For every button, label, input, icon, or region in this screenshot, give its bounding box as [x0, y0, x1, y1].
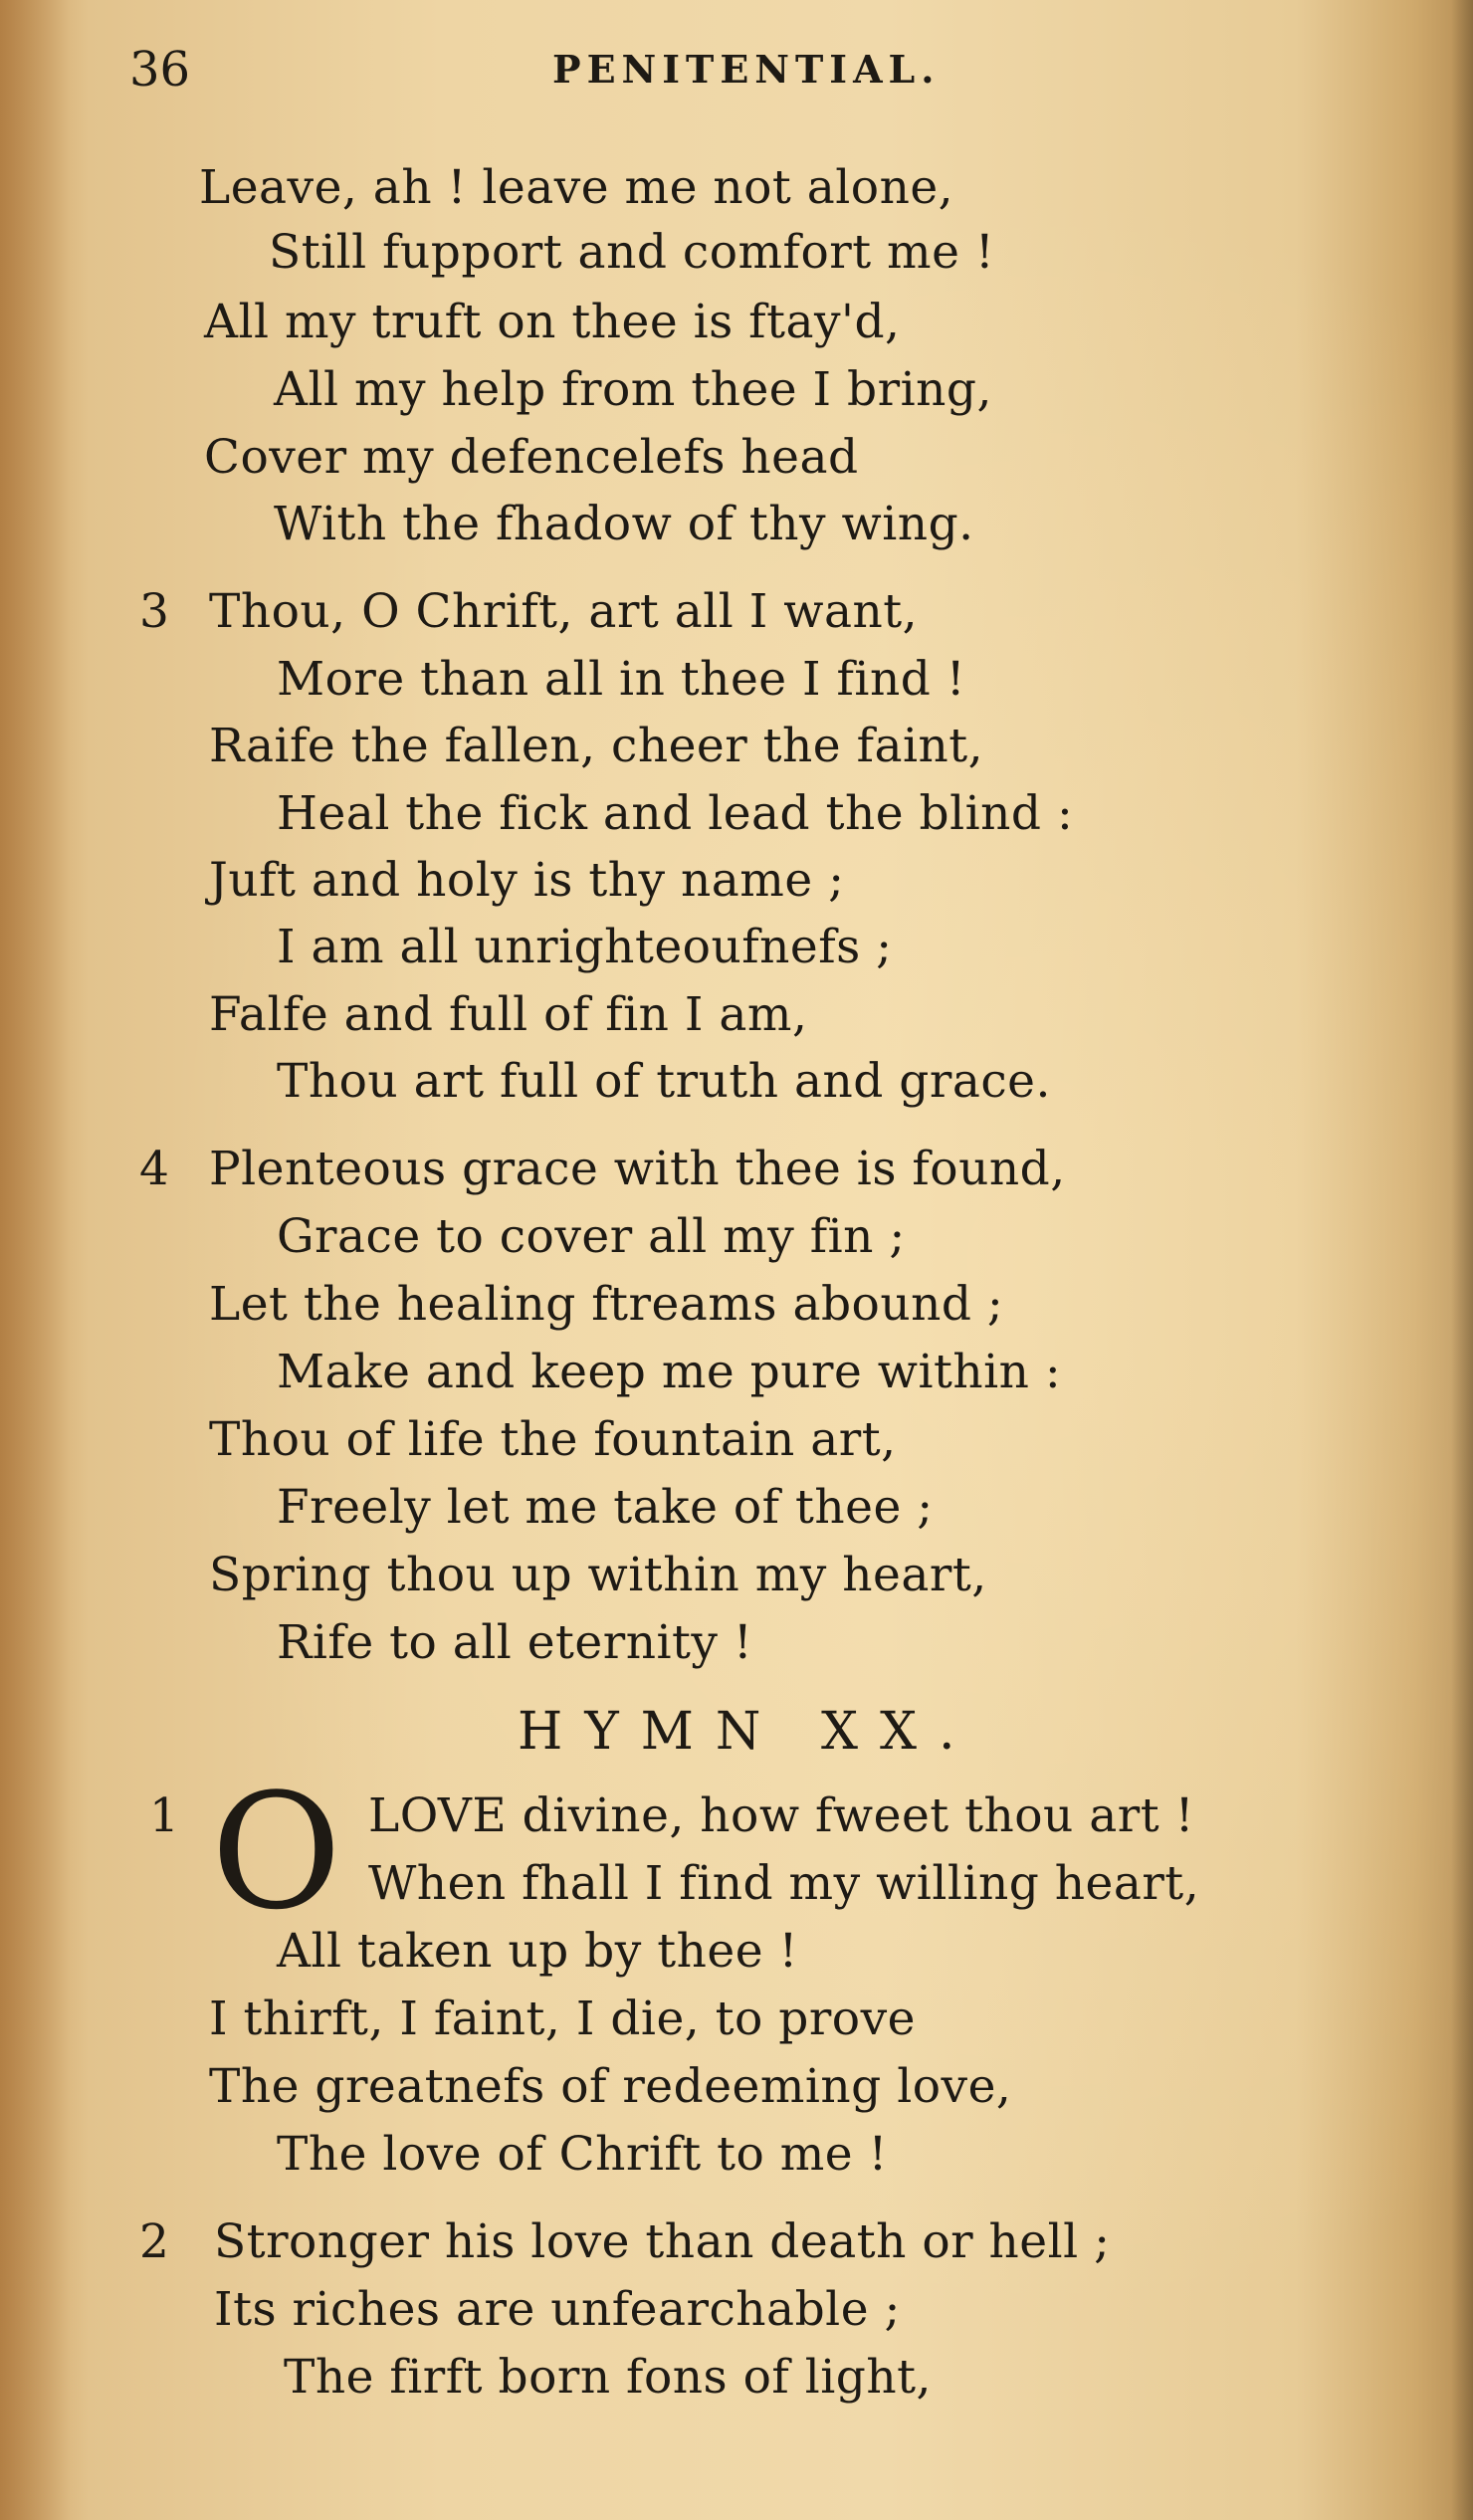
verse-line: Falfe and full of fin I am, [209, 987, 808, 1042]
verse-number: 3 [139, 584, 169, 639]
verse-line: LOVE divine, how fweet thou art ! [368, 1788, 1194, 1843]
page-number: 36 [129, 42, 191, 98]
verse-line: With the fhadow of thy wing. [274, 497, 974, 551]
verse-line: Still fupport and comfort me ! [269, 225, 995, 280]
verse-line: Thou, O Chrift, art all I want, [209, 584, 919, 639]
verse-line: Let the healing ftreams abound ; [209, 1277, 1004, 1332]
verse-line: Juft and holy is thy name ; [209, 853, 845, 908]
verse-line: Grace to cover all my fin ; [277, 1209, 906, 1264]
verse-line: Rife to all eternity ! [277, 1615, 753, 1670]
running-head: PENITENTIAL. [552, 47, 941, 92]
verse-line: Plenteous grace with thee is found, [209, 1142, 1066, 1196]
verse-line: I am all unrighteoufnefs ; [277, 920, 893, 974]
page-edge-stain [0, 0, 70, 2520]
verse-line: Spring thou up within my heart, [209, 1548, 987, 1602]
verse-line: All my help from thee I bring, [274, 362, 992, 417]
spine-shadow [1451, 0, 1473, 2520]
verse-line: Thou of life the fountain art, [209, 1412, 897, 1467]
verse-line: Make and keep me pure within : [277, 1345, 1062, 1399]
verse-line: Heal the fick and lead the blind : [277, 786, 1074, 841]
verse-line: Thou art full of truth and grace. [277, 1054, 1051, 1109]
verse-line: The love of Chrift to me ! [277, 2127, 888, 2182]
verse-number: 4 [139, 1142, 169, 1196]
verse-line: The greatnefs of redeeming love, [209, 2059, 1012, 2114]
verse-line: Raife the fallen, cheer the faint, [209, 719, 984, 773]
verse-line: All my truft on thee is ftay'd, [204, 295, 901, 349]
hymn-title: HYMN XX. [518, 1702, 977, 1762]
verse-line: Leave, ah ! leave me not alone, [199, 160, 954, 215]
page-header [129, 40, 1005, 100]
verse-number: 1 [149, 1788, 179, 1843]
verse-line: All taken up by thee ! [277, 1924, 798, 1979]
verse-line: Stronger his love than death or hell ; [214, 2214, 1111, 2269]
verse-line: The firft born fons of light, [284, 2350, 932, 2405]
verse-line: Its riches are unfearchable ; [214, 2282, 901, 2337]
verse-line: Freely let me take of thee ; [277, 1480, 934, 1535]
verse-line: Cover my defencelefs head [204, 430, 859, 485]
verse-line: When fhall I find my willing heart, [368, 1856, 1200, 1911]
verse-line: More than all in thee I find ! [277, 652, 966, 707]
verse-number: 2 [139, 2214, 169, 2269]
verse-line: I thirft, I faint, I die, to prove [209, 1992, 916, 2046]
drop-cap: O [211, 1759, 342, 1945]
